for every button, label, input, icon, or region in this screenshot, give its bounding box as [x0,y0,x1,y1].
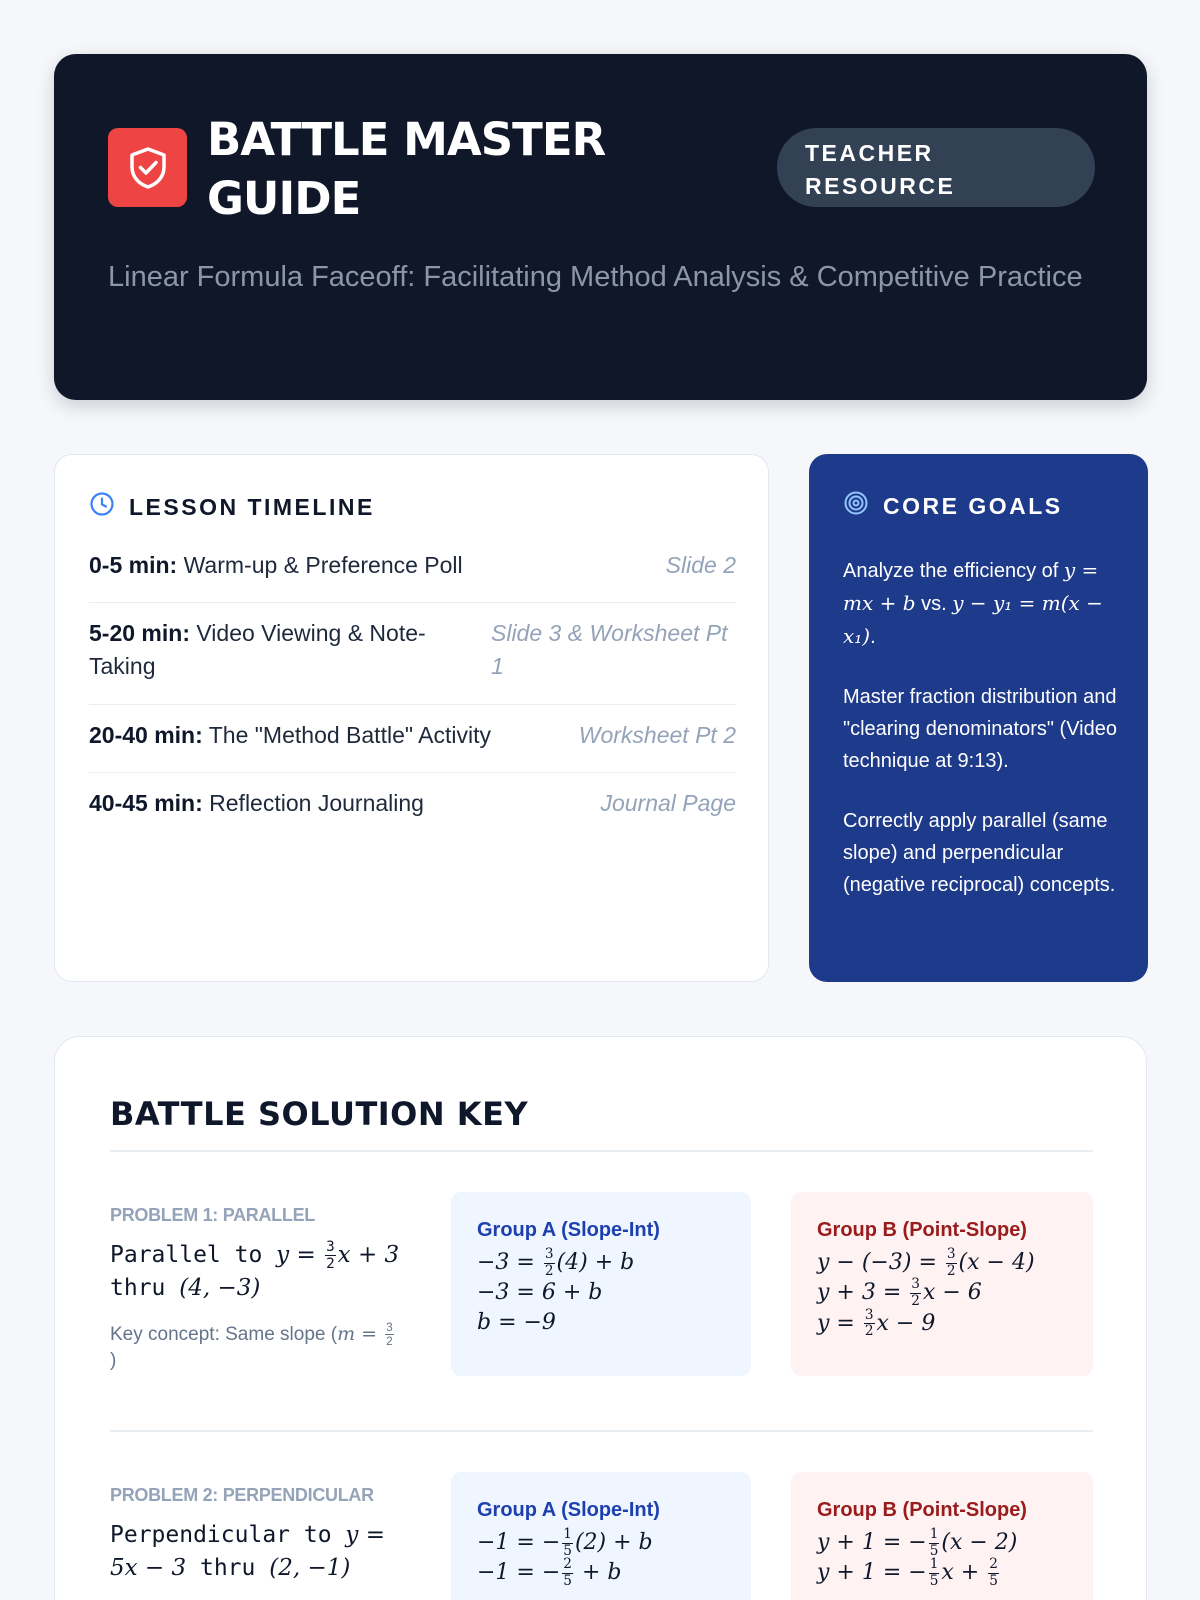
timeline-time: 20-40 min: [89,722,203,748]
timeline-list [89,535,736,841]
lesson-timeline-heading [89,491,375,523]
goal-item: Master fraction distribution and "clearing denominators" (Video technique at 9:13). [843,686,1117,772]
problem-1-group-a: Group A (Slope-Int) −3 = $\frac{3}{2}$ (4) + b −3 = 6 + b b = −9 [451,1192,751,1376]
timeline-row [89,773,736,841]
page-subtitle: Linear Formula Faceoff: Facilitating Method Analysis & Competitive Practice [108,261,1083,293]
problem-1-key-concept: Key concept: Same slope (m = $\frac{3}{2}$ ) [110,1320,393,1372]
slope-intercept-formula: y = mx + b [843,558,1099,615]
timeline-activity: Reflection Journaling [209,790,424,816]
timeline-time: 0-5 min: [89,552,178,578]
core-goals-heading [843,490,1063,522]
timeline-resource: Journal Page [600,790,736,816]
group-b-heading: Group B (Point-Slope) [817,1499,1027,1521]
timeline-activity: Video Viewing & Note-Taking [89,620,426,679]
timeline-row [89,705,736,773]
timeline-time: 5-20 min: [89,620,190,646]
point-slope-formula: y − y₁ = m(x − x₁) [843,591,1103,648]
lesson-timeline-card [54,454,769,982]
solution-key-title: BATTLE SOLUTION KEY [110,1095,529,1133]
group-a-heading: Group A (Slope-Int) [477,1219,660,1241]
clock-icon [89,491,115,523]
problem-1-label: PROBLEM 1: PARALLEL [110,1205,315,1225]
goal-item: Correctly apply parallel (same slope) and perpendicular (negative reciprocal) concepts. [843,810,1116,896]
timeline-resource: Worksheet Pt 2 [578,722,736,748]
timeline-activity: The "Method Battle" Activity [208,722,491,748]
teacher-resource-badge: TEACHER RESOURCE [777,128,1095,207]
header-banner [54,54,1147,400]
shield-check-icon [108,128,187,207]
group-a-heading: Group A (Slope-Int) [477,1499,660,1521]
solution-key-card [54,1036,1147,1600]
lesson-timeline-title: LESSON TIMELINE [129,493,375,520]
target-icon [843,490,869,522]
page-title: BATTLE MASTER GUIDE [207,113,606,225]
problem-2-group-a: Group A (Slope-Int) −1 = − $\frac{1}{5}$ (2) + b −1 = − $\frac{2}{5}$ + b [451,1472,751,1600]
core-goals-card [809,454,1148,982]
timeline-resource: Slide 3 & Worksheet Pt 1 [491,620,728,679]
group-b-heading: Group B (Point-Slope) [817,1219,1027,1241]
timeline-resource: Slide 2 [665,552,736,578]
timeline-activity: Warm-up & Preference Poll [183,552,463,578]
problem-2-label: PROBLEM 2: PERPENDICULAR [110,1485,374,1505]
timeline-time: 40-45 min: [89,790,203,816]
core-goals-title: CORE GOALS [883,492,1063,519]
problem-2-group-b: Group B (Point-Slope) y + 1 = − $\frac{1}{5}$ (x − 2) y + 1 = − $\frac{1}{5}$ x + $\frac{2}{5}$ [791,1472,1093,1600]
core-goals-list [843,554,1125,929]
problem-2-statement: Perpendicular to y = 5x − 3 thru (2, −1) [110,1522,385,1581]
timeline-row [89,535,736,603]
divider [110,1150,1093,1152]
goal-item: Analyze the efficiency of y = mx + b vs. y − y₁ = m(x − x₁). [843,558,1103,648]
problem-1-group-b: Group B (Point-Slope) y − (−3) = $\frac{3}{2}$ (x − 4) y + 3 = $\frac{3}{2}$ x − 6 y = $\frac{3}{2}$ x − 9 [791,1192,1093,1376]
problem-1-statement: Parallel to y = $\frac{3}{2}$ x + 3 thru (4, −3) [110,1238,400,1301]
timeline-row [89,603,736,705]
divider [110,1430,1093,1432]
